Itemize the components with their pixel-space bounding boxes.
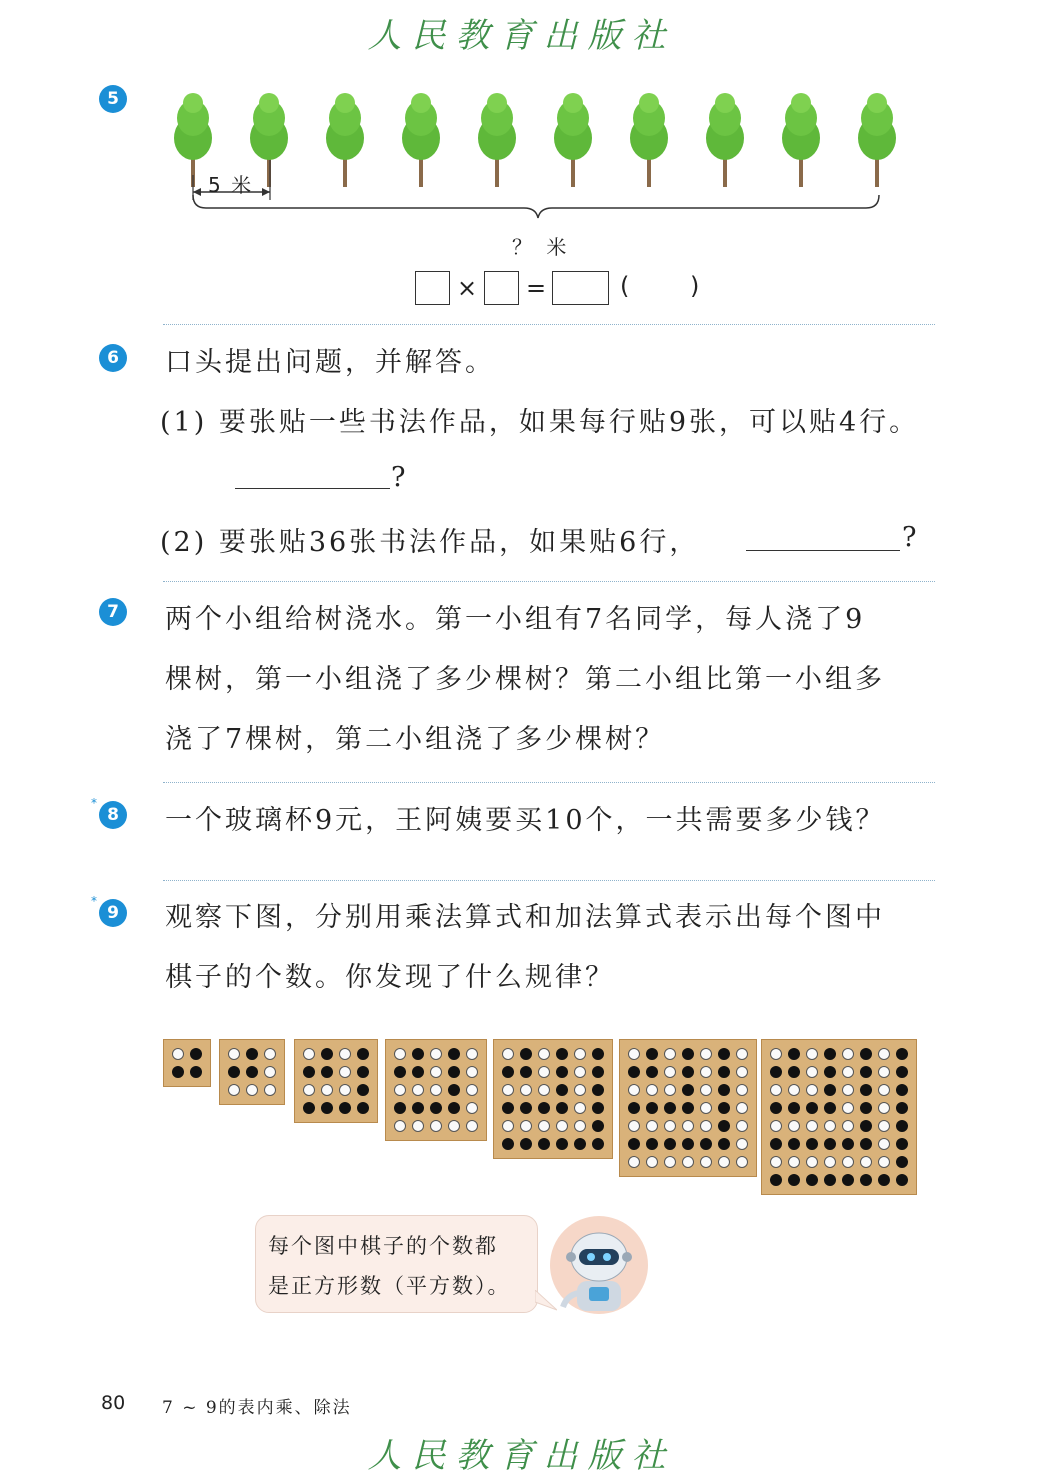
go-stone bbox=[339, 1084, 351, 1096]
go-stone bbox=[574, 1084, 586, 1096]
publisher-logo-top: 人民教育出版社 bbox=[367, 16, 676, 56]
go-stone bbox=[430, 1120, 442, 1132]
go-stone bbox=[646, 1084, 658, 1096]
go-stone bbox=[736, 1102, 748, 1114]
go-stone bbox=[628, 1102, 640, 1114]
go-stone bbox=[592, 1138, 604, 1150]
go-stone bbox=[824, 1048, 836, 1060]
go-stone bbox=[736, 1084, 748, 1096]
optional-star: * bbox=[91, 894, 97, 908]
question-6-part-2: (2) 要张贴36张书法作品，如果贴6行， bbox=[160, 527, 700, 558]
go-board-8x8 bbox=[761, 1039, 917, 1195]
question-6-number: 6 bbox=[99, 344, 127, 372]
go-stone bbox=[700, 1084, 712, 1096]
go-stone bbox=[264, 1048, 276, 1060]
go-stone bbox=[357, 1048, 369, 1060]
go-stone bbox=[860, 1048, 872, 1060]
go-stone bbox=[682, 1084, 694, 1096]
go-stone bbox=[788, 1066, 800, 1078]
go-stone bbox=[466, 1066, 478, 1078]
go-stone bbox=[860, 1120, 872, 1132]
go-stone bbox=[700, 1138, 712, 1150]
go-stone bbox=[878, 1048, 890, 1060]
go-stone bbox=[190, 1048, 202, 1060]
go-stone bbox=[896, 1102, 908, 1114]
go-stone bbox=[264, 1084, 276, 1096]
go-stone bbox=[538, 1084, 550, 1096]
separator bbox=[163, 581, 935, 582]
go-stone bbox=[357, 1066, 369, 1078]
go-board-7x7 bbox=[619, 1039, 757, 1177]
answer-box-result[interactable] bbox=[552, 271, 609, 305]
go-stone bbox=[538, 1048, 550, 1060]
go-stone bbox=[824, 1120, 836, 1132]
go-stone bbox=[788, 1120, 800, 1132]
go-stone bbox=[842, 1138, 854, 1150]
go-stone bbox=[502, 1120, 514, 1132]
question-6-part-1: (1) 要张贴一些书法作品，如果每行贴9张，可以贴4行。 bbox=[160, 407, 920, 438]
times-sign: × bbox=[457, 274, 478, 302]
go-stone bbox=[538, 1138, 550, 1150]
go-stone bbox=[860, 1138, 872, 1150]
go-stone bbox=[664, 1066, 676, 1078]
go-stone bbox=[303, 1048, 315, 1060]
go-stone bbox=[556, 1066, 568, 1078]
question-8-text: 一个玻璃杯9元，王阿姨要买10个，一共需要多少钱？ bbox=[165, 805, 886, 836]
go-stone bbox=[824, 1066, 836, 1078]
go-stone bbox=[860, 1156, 872, 1168]
go-stone bbox=[788, 1048, 800, 1060]
go-stone bbox=[466, 1120, 478, 1132]
question-9-number: 9 bbox=[99, 899, 127, 927]
go-stone bbox=[770, 1084, 782, 1096]
go-stone bbox=[412, 1102, 424, 1114]
go-stone bbox=[842, 1174, 854, 1186]
go-stone bbox=[574, 1102, 586, 1114]
go-stone bbox=[700, 1120, 712, 1132]
go-board-5x5 bbox=[385, 1039, 487, 1141]
go-stone bbox=[878, 1138, 890, 1150]
publisher-logo-bottom: 人民教育出版社 bbox=[367, 1436, 676, 1476]
go-stone bbox=[718, 1066, 730, 1078]
go-stone bbox=[520, 1120, 532, 1132]
question-8-number: 8 bbox=[99, 801, 127, 829]
go-stone bbox=[628, 1084, 640, 1096]
go-stone bbox=[556, 1048, 568, 1060]
go-stone bbox=[700, 1066, 712, 1078]
go-stone bbox=[860, 1102, 872, 1114]
go-stone bbox=[394, 1120, 406, 1132]
go-stone bbox=[646, 1120, 658, 1132]
go-stone bbox=[520, 1138, 532, 1150]
go-stone bbox=[682, 1048, 694, 1060]
total-brace bbox=[193, 195, 879, 218]
go-stone bbox=[646, 1102, 658, 1114]
go-stone bbox=[736, 1120, 748, 1132]
go-stone bbox=[502, 1102, 514, 1114]
go-stone bbox=[246, 1066, 258, 1078]
go-stone bbox=[646, 1156, 658, 1168]
go-stone bbox=[646, 1048, 658, 1060]
go-stone bbox=[412, 1048, 424, 1060]
go-stone bbox=[592, 1102, 604, 1114]
go-stone bbox=[556, 1138, 568, 1150]
go-stone bbox=[646, 1138, 658, 1150]
go-stone bbox=[824, 1102, 836, 1114]
go-stone bbox=[592, 1084, 604, 1096]
arrow-head-right bbox=[262, 188, 270, 196]
go-stone bbox=[556, 1084, 568, 1096]
go-stone bbox=[502, 1066, 514, 1078]
go-stone bbox=[448, 1102, 460, 1114]
go-stone bbox=[646, 1066, 658, 1078]
go-stone bbox=[824, 1156, 836, 1168]
go-stone bbox=[574, 1048, 586, 1060]
go-stone bbox=[394, 1084, 406, 1096]
go-stone bbox=[538, 1120, 550, 1132]
go-stone bbox=[806, 1066, 818, 1078]
go-stone bbox=[357, 1102, 369, 1114]
bubble-line-2: 是正方形数（平方数）。 bbox=[268, 1274, 511, 1298]
go-stone bbox=[412, 1066, 424, 1078]
go-stone bbox=[806, 1174, 818, 1186]
go-stone bbox=[682, 1102, 694, 1114]
go-stone bbox=[430, 1084, 442, 1096]
bubble-line-1: 每个图中棋子的个数都 bbox=[268, 1234, 498, 1258]
question-9-line-1: 观察下图，分别用乘法算式和加法算式表示出每个图中 bbox=[165, 902, 885, 933]
go-stone bbox=[718, 1120, 730, 1132]
go-stone bbox=[592, 1066, 604, 1078]
go-stone bbox=[466, 1084, 478, 1096]
go-board-2x2 bbox=[163, 1039, 211, 1087]
go-stone bbox=[806, 1102, 818, 1114]
go-stone bbox=[770, 1174, 782, 1186]
go-stone bbox=[806, 1120, 818, 1132]
question-mark-1: ? bbox=[391, 462, 409, 493]
go-stone bbox=[264, 1066, 276, 1078]
go-stone bbox=[896, 1120, 908, 1132]
speech-bubble bbox=[255, 1215, 538, 1313]
go-stone bbox=[824, 1174, 836, 1186]
go-stone bbox=[466, 1048, 478, 1060]
go-stone bbox=[788, 1138, 800, 1150]
go-stone bbox=[770, 1048, 782, 1060]
go-stone bbox=[736, 1156, 748, 1168]
go-stone bbox=[664, 1048, 676, 1060]
go-stone bbox=[520, 1066, 532, 1078]
go-stone bbox=[321, 1084, 333, 1096]
go-stone bbox=[502, 1048, 514, 1060]
go-stone bbox=[574, 1120, 586, 1132]
go-stone bbox=[842, 1084, 854, 1096]
go-stone bbox=[430, 1048, 442, 1060]
go-stone bbox=[628, 1120, 640, 1132]
separator bbox=[163, 782, 935, 783]
go-stone bbox=[228, 1048, 240, 1060]
go-stone bbox=[770, 1102, 782, 1114]
go-stone bbox=[842, 1048, 854, 1060]
go-stone bbox=[592, 1048, 604, 1060]
question-7-line-2: 棵树，第一小组浇了多少棵树？第二小组比第一小组多 bbox=[165, 664, 885, 695]
distance-label: 5 米 bbox=[208, 173, 254, 197]
go-stone bbox=[878, 1156, 890, 1168]
go-stone bbox=[628, 1048, 640, 1060]
go-stone bbox=[664, 1120, 676, 1132]
robot-avatar bbox=[549, 1215, 649, 1315]
go-stone bbox=[664, 1102, 676, 1114]
answer-blank-2[interactable] bbox=[746, 550, 900, 551]
go-stone bbox=[412, 1120, 424, 1132]
go-stone bbox=[246, 1084, 258, 1096]
go-stone bbox=[718, 1048, 730, 1060]
separator bbox=[163, 324, 935, 325]
go-stone bbox=[896, 1156, 908, 1168]
go-stone bbox=[520, 1102, 532, 1114]
answer-blank-1[interactable] bbox=[235, 488, 390, 489]
go-stone bbox=[664, 1156, 676, 1168]
go-stone bbox=[896, 1066, 908, 1078]
go-stone bbox=[538, 1102, 550, 1114]
go-stone bbox=[860, 1084, 872, 1096]
go-stone bbox=[664, 1138, 676, 1150]
go-stone bbox=[246, 1048, 258, 1060]
go-stone bbox=[718, 1102, 730, 1114]
go-stone bbox=[303, 1066, 315, 1078]
go-stone bbox=[736, 1048, 748, 1060]
go-stone bbox=[502, 1138, 514, 1150]
go-stone bbox=[896, 1174, 908, 1186]
question-7-line-3: 浇了7棵树，第二小组浇了多少棵树？ bbox=[165, 724, 666, 755]
total-label: ？ 米 bbox=[512, 235, 571, 259]
go-stone bbox=[718, 1138, 730, 1150]
go-stone bbox=[682, 1120, 694, 1132]
go-stone bbox=[770, 1156, 782, 1168]
go-stone bbox=[682, 1138, 694, 1150]
go-stone bbox=[628, 1156, 640, 1168]
go-stone bbox=[736, 1138, 748, 1150]
answer-box-1[interactable] bbox=[415, 271, 450, 305]
go-board-3x3 bbox=[219, 1039, 285, 1105]
go-stone bbox=[842, 1066, 854, 1078]
go-stone bbox=[538, 1066, 550, 1078]
go-stone bbox=[842, 1120, 854, 1132]
go-stone bbox=[878, 1066, 890, 1078]
go-stone bbox=[339, 1048, 351, 1060]
go-stone bbox=[806, 1084, 818, 1096]
optional-star: * bbox=[91, 796, 97, 810]
go-board-4x4 bbox=[294, 1039, 378, 1123]
go-stone bbox=[682, 1066, 694, 1078]
go-stone bbox=[824, 1084, 836, 1096]
go-stone bbox=[172, 1066, 184, 1078]
go-stone bbox=[339, 1102, 351, 1114]
question-9-line-2: 棋子的个数。你发现了什么规律？ bbox=[165, 962, 615, 993]
go-stone bbox=[190, 1066, 202, 1078]
go-stone bbox=[339, 1066, 351, 1078]
go-stone bbox=[321, 1048, 333, 1060]
unit-paren-open: ( bbox=[620, 272, 630, 300]
go-stone bbox=[878, 1120, 890, 1132]
go-stone bbox=[448, 1048, 460, 1060]
go-stone bbox=[394, 1102, 406, 1114]
go-stone bbox=[806, 1156, 818, 1168]
question-6-title: 口头提出问题，并解答。 bbox=[165, 347, 495, 378]
go-stone bbox=[172, 1048, 184, 1060]
go-stone bbox=[842, 1102, 854, 1114]
go-stone bbox=[412, 1084, 424, 1096]
go-stone bbox=[592, 1120, 604, 1132]
go-stone bbox=[860, 1066, 872, 1078]
chapter-title: 7 ~ 9的表内乘、除法 bbox=[162, 1398, 352, 1418]
question-5-number: 5 bbox=[99, 85, 127, 113]
go-stone bbox=[228, 1084, 240, 1096]
arrow-head-left bbox=[193, 188, 201, 196]
go-stone bbox=[520, 1084, 532, 1096]
go-stone bbox=[770, 1138, 782, 1150]
go-stone bbox=[228, 1066, 240, 1078]
go-stone bbox=[520, 1048, 532, 1060]
equals-sign: = bbox=[526, 274, 547, 302]
go-stone bbox=[556, 1102, 568, 1114]
go-stone bbox=[736, 1066, 748, 1078]
go-board-6x6 bbox=[493, 1039, 613, 1159]
go-stone bbox=[788, 1174, 800, 1186]
go-stone bbox=[824, 1138, 836, 1150]
go-stone bbox=[896, 1084, 908, 1096]
go-stone bbox=[806, 1048, 818, 1060]
answer-box-2[interactable] bbox=[484, 271, 519, 305]
go-stone bbox=[896, 1048, 908, 1060]
go-stone bbox=[770, 1066, 782, 1078]
go-stone bbox=[321, 1066, 333, 1078]
go-stone bbox=[394, 1048, 406, 1060]
go-stone bbox=[394, 1066, 406, 1078]
go-stone bbox=[878, 1102, 890, 1114]
go-stone bbox=[430, 1102, 442, 1114]
go-stone bbox=[806, 1138, 818, 1150]
go-stone bbox=[718, 1156, 730, 1168]
go-stone bbox=[896, 1138, 908, 1150]
go-stone bbox=[574, 1066, 586, 1078]
go-stone bbox=[700, 1102, 712, 1114]
go-stone bbox=[788, 1084, 800, 1096]
question-7-line-1: 两个小组给树浇水。第一小组有7名同学，每人浇了9 bbox=[165, 604, 866, 635]
go-stone bbox=[788, 1102, 800, 1114]
go-stone bbox=[556, 1120, 568, 1132]
go-stone bbox=[718, 1084, 730, 1096]
go-stone bbox=[842, 1156, 854, 1168]
go-stone bbox=[303, 1084, 315, 1096]
go-stone bbox=[878, 1084, 890, 1096]
go-stone bbox=[682, 1156, 694, 1168]
go-stone bbox=[357, 1084, 369, 1096]
go-stone bbox=[788, 1156, 800, 1168]
go-stone bbox=[628, 1066, 640, 1078]
go-stone bbox=[502, 1084, 514, 1096]
go-stone bbox=[574, 1138, 586, 1150]
go-stone bbox=[628, 1138, 640, 1150]
question-mark-2: ? bbox=[902, 522, 920, 553]
go-stone bbox=[448, 1084, 460, 1096]
go-stone bbox=[878, 1174, 890, 1186]
go-stone bbox=[664, 1084, 676, 1096]
go-stone bbox=[466, 1102, 478, 1114]
go-stone bbox=[321, 1102, 333, 1114]
go-stone bbox=[860, 1174, 872, 1186]
go-stone bbox=[448, 1066, 460, 1078]
page-number: 80 bbox=[101, 1392, 126, 1414]
question-7-number: 7 bbox=[99, 598, 127, 626]
go-stone bbox=[700, 1048, 712, 1060]
separator bbox=[163, 880, 935, 881]
go-stone bbox=[770, 1120, 782, 1132]
go-stone bbox=[448, 1120, 460, 1132]
unit-paren-close: ) bbox=[690, 272, 700, 300]
go-stone bbox=[303, 1102, 315, 1114]
go-stone bbox=[700, 1156, 712, 1168]
go-stone bbox=[430, 1066, 442, 1078]
